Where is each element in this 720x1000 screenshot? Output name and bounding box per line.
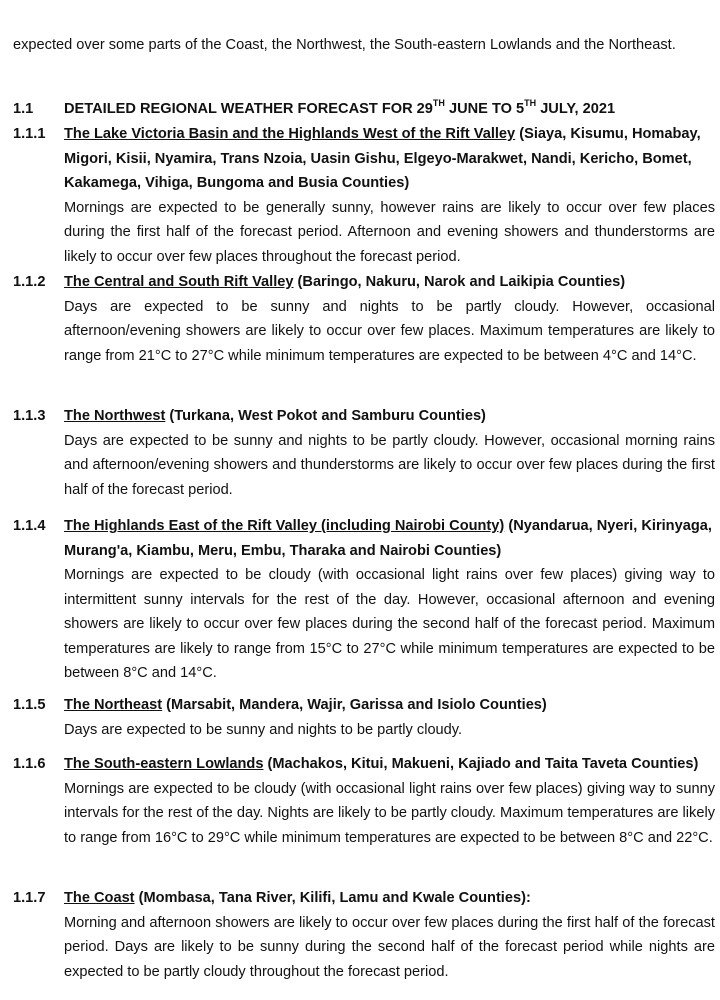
region-number: 1.1.1	[13, 126, 46, 142]
region-name: The Coast	[64, 890, 135, 906]
region-name: The Highlands East of the Rift Valley (including Nairobi County)	[64, 518, 505, 534]
region-northwest	[13, 404, 715, 502]
section-title-part: JULY, 2021	[536, 101, 616, 117]
region-forecast: Days are expected to be sunny and nights to be partly cloudy. However, occasional morning rains and afternoon/evening showers and thunderstorms are likely to occur over few places during the first half of the forecast period.	[64, 432, 715, 498]
region-name: The Northeast	[64, 697, 163, 713]
region-title	[64, 404, 715, 429]
region-forecast: Days are expected to be sunny and nights to be partly cloudy.	[64, 721, 463, 738]
region-counties: (Baringo, Nakuru, Narok and Laikipia Counties)	[293, 274, 626, 290]
region-lake-victoria	[13, 122, 715, 269]
region-title	[64, 693, 715, 718]
region-forecast: Mornings are expected to be generally sunny, however rains are likely to occur over few places during the first half of the forecast period. Afternoon and evening showers and thunderstorms are likely to occur over few places throughout the forecast period.	[64, 199, 715, 265]
section-title-superscript: TH	[432, 98, 445, 109]
region-title	[64, 514, 715, 563]
region-forecast: Mornings are expected to be cloudy (with occasional light rains over few places) giving way to intermittent sunny intervals for the rest of the day. However, occasional afternoon and evening showers are likely to occur over few places during the second half of the forecast period. Maximum temperatures are likely to range from 15°C to 27°C while minimum temperatures are expected to be between 8°C and 14°C.	[64, 567, 715, 681]
region-forecast: Morning and afternoon showers are likely to occur over few places during the first half of the forecast period. Days are likely to be sunny during the second half of the forecast period while nights are expected to be partly cloudy throughout the forecast period.	[64, 914, 715, 980]
section-title-part: JUNE TO 5	[444, 101, 525, 117]
region-name: The Lake Victoria Basin and the Highlands West of the Rift Valley	[64, 126, 516, 142]
region-counties: (Turkana, West Pokot and Samburu Counties)	[165, 408, 486, 424]
region-name: The South-eastern Lowlands	[64, 756, 264, 772]
region-central-south-rift	[13, 270, 715, 368]
region-title	[64, 270, 715, 295]
region-counties: (Siaya, Kisumu, Homabay, Migori, Kisii, Nyamira, Trans Nzoia, Uasin Gishu, Elgeyo-Marakwet, Nandi, Kericho, Bomet, Kakamega, Vihiga, Bungoma and Busia Counties)	[64, 126, 701, 191]
region-northeast	[13, 693, 715, 742]
section-heading	[13, 97, 715, 122]
intro-paragraph: expected over some parts of the Coast, the Northwest, the South-eastern Lowlands and the Northeast.	[13, 37, 676, 53]
region-counties: (Nyandarua, Nyeri, Kirinyaga, Murang'a, Kiambu, Meru, Embu, Tharaka and Nairobi Counties)	[64, 518, 712, 559]
region-coast	[13, 886, 715, 984]
region-forecast: Days are expected to be sunny and nights to be partly cloudy. However, occasional afternoon/evening showers are likely to occur over few places. Maximum temperatures are likely to range from 21°C to 27°C while minimum temperatures are expected to be between 4°C and 14°C.	[64, 298, 715, 364]
region-counties: (Mombasa, Tana River, Kilifi, Lamu and Kwale Counties):	[134, 890, 531, 906]
region-forecast: Mornings are expected to be cloudy (with occasional light rains over few places) giving way to sunny intervals for the rest of the day. Nights are likely to be partly cloudy. Maximum temperatures are likely to range from 16°C to 29°C while minimum temperatures are expected to be between 8°C and 22°C.	[64, 780, 715, 846]
section-title-part: DETAILED REGIONAL WEATHER FORECAST FOR 29	[64, 101, 433, 117]
region-number: 1.1.6	[13, 756, 46, 772]
region-name: The Northwest	[64, 408, 166, 424]
region-south-eastern-lowlands	[13, 752, 715, 850]
region-number: 1.1.2	[13, 274, 46, 290]
region-number: 1.1.7	[13, 890, 46, 906]
region-title	[64, 122, 715, 196]
region-counties: (Marsabit, Mandera, Wajir, Garissa and Isiolo Counties)	[162, 697, 547, 713]
region-counties: (Machakos, Kitui, Makueni, Kajiado and Taita Taveta Counties)	[263, 756, 699, 772]
region-highlands-east	[13, 514, 715, 686]
section-title-superscript: TH	[524, 98, 537, 109]
region-number: 1.1.3	[13, 408, 46, 424]
region-title	[64, 886, 715, 911]
region-title	[64, 752, 715, 777]
region-number: 1.1.4	[13, 518, 46, 534]
region-number: 1.1.5	[13, 697, 46, 713]
region-name: The Central and South Rift Valley	[64, 274, 294, 290]
section-number: 1.1	[13, 101, 34, 117]
